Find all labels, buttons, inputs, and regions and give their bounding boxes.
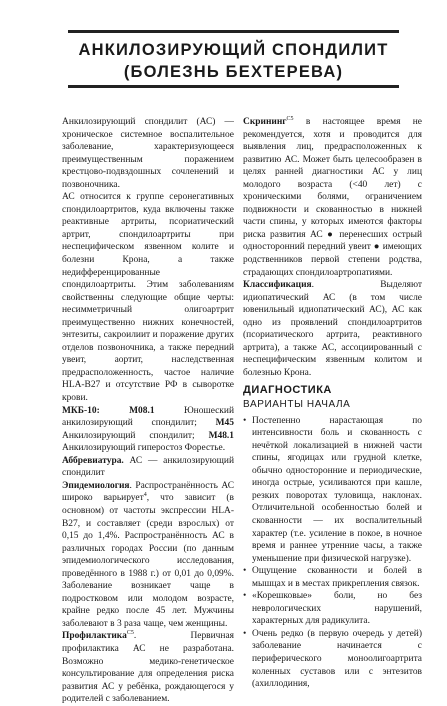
prophylaxis-label: Профилактика xyxy=(62,631,127,642)
onset-variants-list xyxy=(243,415,422,691)
icd-text-1: Юношеский анкилозирующий спондилит; xyxy=(62,405,234,429)
screening-text: в настоящее время не рекомендуется, хотя и проводится для выявления лиц, предрасположенных к развитию АС. Может быть целесообразен в целях ранней диагностики АС у лиц молодого возраста (<40 лет) с хроническими болями, ограничением подвижности и скованностью в нижней части спины, у которых имеются факторы риска развития АС ● перенесших острый односторонний передний увеит ● имеющих родственников первой степени родства, страдающих спондилоартропатиями. xyxy=(243,117,422,278)
screening-sup: C5 xyxy=(286,115,294,122)
screening-label: Скрининг xyxy=(243,117,287,127)
classification-text: . Выделяют идиопатический АС (в том числе ювенильный идиопатический АС), АС как одно из проявлений спондилоартритов (псориатического артрита, реактивного артрита), а также АС, ассоциированный с неспецифическим язвенным колитом и болезнью Крона. xyxy=(243,280,422,378)
prophylaxis-sup: C5 xyxy=(126,630,134,637)
screening-paragraph xyxy=(243,116,422,279)
title-line-1: АНКИЛОЗИРУЮЩИЙ СПОНДИЛИТ xyxy=(78,41,389,59)
list-item: • Ощущение скованности и болей в мышцах и в местах прикрепления связок. xyxy=(243,565,422,590)
chapter-title xyxy=(68,30,399,88)
icd-code-1: М08.1 xyxy=(129,405,155,416)
epidemiology-text: . Распространённость АС широко варьирует xyxy=(62,480,234,504)
right-column xyxy=(243,116,422,691)
title-line-2: (БОЛЕЗНЬ БЕХТЕРЕВА) xyxy=(123,63,344,81)
epidemiology-text-2: , что зависит (в основном) от частоты экспрессии HLA-B27, и составляет (среди взрослых) от 0,15 до 1,4%. Распространённость АС в различных городах России (по данным эпидемиологического исследования, проведённого в 1988 г.) от 0,01 до 0,09%. Заболевание возникает чаще в подростковом или молодом возрасте, крайне редко после 45 лет. Мужчины заболевают в 3 раза чаще, чем женщины. xyxy=(62,493,234,629)
left-column xyxy=(62,116,234,706)
icd-code-3: М48.1 xyxy=(208,430,234,441)
onset-variants-heading: ВАРИАНТЫ НАЧАЛА xyxy=(243,399,351,411)
abbreviation-label: Аббревиатура. xyxy=(62,455,124,466)
list-item: • Очень редко (в первую очередь у детей) заболевание начинается с периферического моноолигоартрита коленных суставов или с энтезитов (ахиллодиния, xyxy=(243,628,422,691)
list-item: • Постепенно нарастающая по интенсивности боль и скованность с нечёткой локализацией в нижней части спины, ягодицах или грудной клетке, обычно односторонние и периодические, иногда острые, усиливаются при кашле, резких поворотах туловища, наклонах. Отличительной особенностью болей и скованности — их воспалительный характер (т.е. усиление в покое, в ночное время и раннее утренние часы, а также уменьшение при физической нагрузке). xyxy=(243,415,422,566)
list-item: • «Корешковые» боли, но без неврологических нарушений, характерных для радикулита. xyxy=(243,590,422,628)
abbreviation-text: АС — анкилозирующий спондилит xyxy=(62,455,234,479)
prophylaxis-paragraph xyxy=(62,630,234,705)
group-paragraph: АС относится к группе серонегативных спондилоартритов, куда включены также реактивные артриты, псориатический артрит, спондилоартриты при неспецифическом язвенном колите и болезни Крона, а также недифференцированные спондилоартриты. Этим заболеваниям свойственны следующие общие черты: несимметричный олигоартрит преимущественно нижних конечностей, энтезиты, сакроилиит и поражение других отделов позвоночника, а также передний увеит, аортит, наследственная предрасположенность, частое наличие HLA-B27 и отсутствие РФ в сыворотке крови. xyxy=(62,192,234,404)
epidemiology-paragraph xyxy=(62,480,234,631)
icd-text-3: Анкилозирующий гиперостоз Форестье. xyxy=(62,443,226,454)
classification-paragraph xyxy=(243,279,422,379)
abbreviation-paragraph xyxy=(62,455,234,480)
icd-label: МКБ-10: xyxy=(62,405,100,416)
icd-text-2: Анкилозирующий спондилит; xyxy=(62,430,209,441)
icd-code-2: М45 xyxy=(215,418,234,429)
epidemiology-sup: 4 xyxy=(143,492,147,499)
intro-paragraph: Анкилозирующий спондилит (АС) — хроническое системное воспалительное заболевание, характеризующееся преимущественным поражением крестцово-подвздошных сочленений и позвоночника. xyxy=(62,117,234,190)
icd-paragraph xyxy=(62,405,234,455)
prophylaxis-text: . Первичная профилактика АС не разработана. Возможно медико-генетическое консультирование для определения риска развития АС у ребёнка, рождающегося у родителей с заболеванием. xyxy=(62,631,234,705)
classification-label: Классификация xyxy=(243,280,312,291)
epidemiology-label: Эпидемиология xyxy=(62,480,130,491)
diagnostics-heading: ДИАГНОСТИКА xyxy=(243,384,332,397)
